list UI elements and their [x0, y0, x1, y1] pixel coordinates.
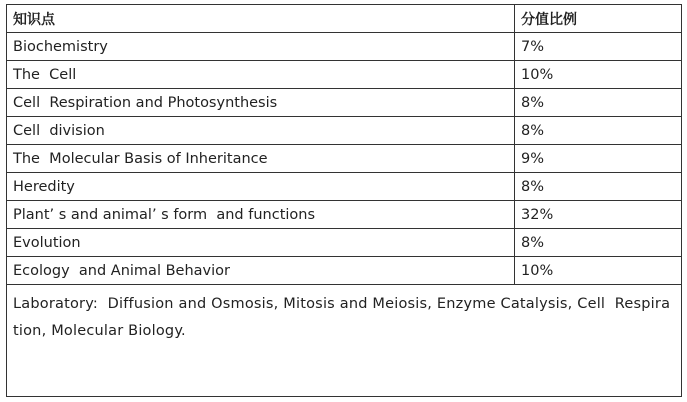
ratio-cell: 10% — [515, 257, 682, 285]
ratio-cell: 10% — [515, 61, 682, 89]
table-row — [7, 173, 682, 201]
ratio-cell: 8% — [515, 229, 682, 257]
header-topic: 知识点 — [7, 5, 515, 33]
topic-cell: Ecology and Animal Behavior — [7, 257, 515, 285]
ratio-cell: 8% — [515, 173, 682, 201]
ratio-cell: 9% — [515, 145, 682, 173]
table-row — [7, 61, 682, 89]
ratio-cell: 8% — [515, 89, 682, 117]
table-row — [7, 201, 682, 229]
table-row — [7, 229, 682, 257]
topic-cell: The Molecular Basis of Inheritance — [7, 145, 515, 173]
table-row — [7, 117, 682, 145]
exam-weight-table-container — [6, 4, 682, 397]
topic-cell: Biochemistry — [7, 33, 515, 61]
laboratory-row — [7, 285, 682, 397]
table-row — [7, 257, 682, 285]
ratio-cell: 32% — [515, 201, 682, 229]
table-header-row — [7, 5, 682, 33]
table-row — [7, 145, 682, 173]
header-ratio: 分值比例 — [515, 5, 682, 33]
topic-cell: Cell division — [7, 117, 515, 145]
topic-cell: The Cell — [7, 61, 515, 89]
table-row — [7, 33, 682, 61]
table-row — [7, 89, 682, 117]
topic-cell: Cell Respiration and Photosynthesis — [7, 89, 515, 117]
ratio-cell: 7% — [515, 33, 682, 61]
topic-cell: Evolution — [7, 229, 515, 257]
ratio-cell: 8% — [515, 117, 682, 145]
laboratory-note: Laboratory: Diffusion and Osmosis, Mitosis and Meiosis, Enzyme Catalysis, Cell Respiration, Molecular Biology. — [7, 285, 682, 397]
topic-cell: Plant’ s and animal’ s form and functions — [7, 201, 515, 229]
topic-cell: Heredity — [7, 173, 515, 201]
exam-weight-table — [6, 4, 682, 397]
